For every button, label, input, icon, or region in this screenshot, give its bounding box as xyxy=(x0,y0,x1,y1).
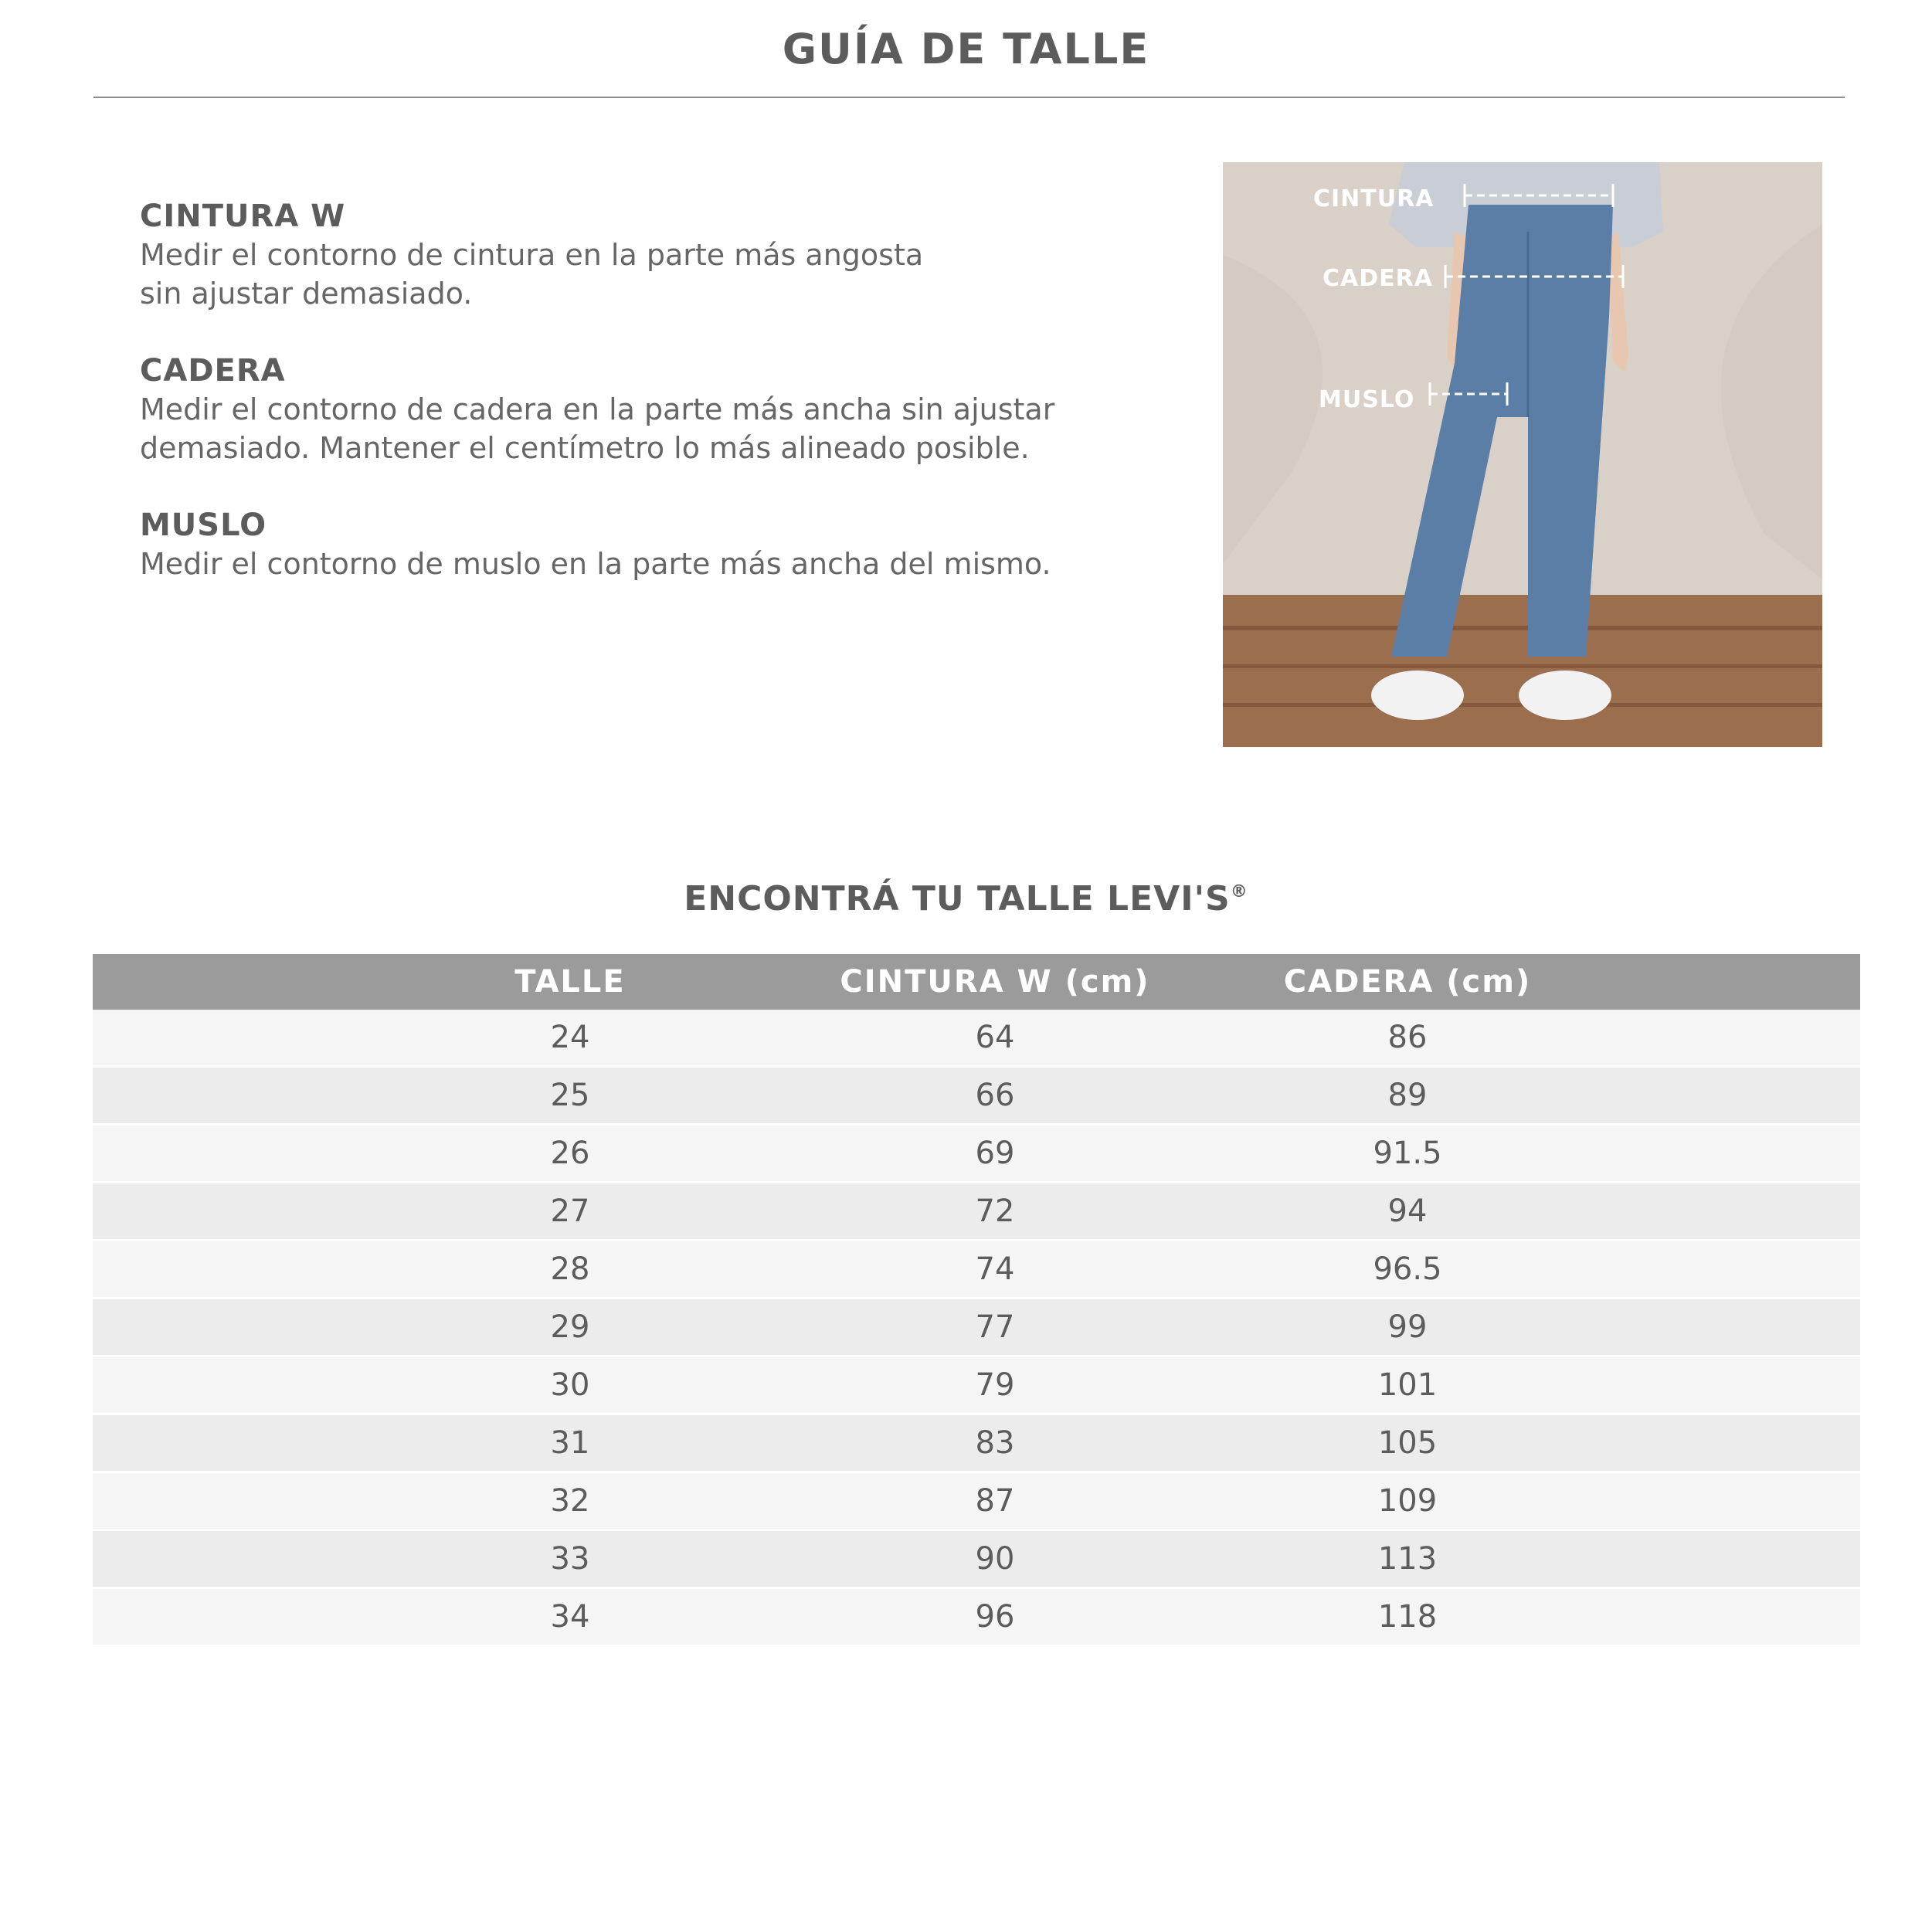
cell-cintura: 77 xyxy=(975,1309,1015,1345)
size-table-title xyxy=(0,879,1932,918)
table-row xyxy=(93,1241,1860,1297)
model-illustration xyxy=(1223,162,1822,747)
cell-cintura: 90 xyxy=(975,1541,1015,1577)
measure-cadera xyxy=(140,351,1144,467)
cell-cintura: 66 xyxy=(975,1078,1015,1113)
cell-cadera: 118 xyxy=(1377,1599,1438,1635)
cell-cadera: 109 xyxy=(1377,1483,1438,1519)
cell-cadera: 94 xyxy=(1387,1193,1428,1229)
cell-cintura: 69 xyxy=(975,1136,1015,1171)
cell-talle: 31 xyxy=(550,1425,590,1461)
registered-mark: ® xyxy=(1230,882,1248,901)
cell-cadera: 99 xyxy=(1387,1309,1428,1345)
cell-talle: 33 xyxy=(550,1541,590,1577)
size-table xyxy=(93,954,1860,1645)
measure-cadera-title: CADERA xyxy=(140,353,286,389)
page-title: GUÍA DE TALLE xyxy=(782,25,1150,73)
table-row xyxy=(93,1357,1860,1413)
cell-talle: 29 xyxy=(550,1309,590,1345)
cell-cintura: 64 xyxy=(975,1020,1015,1055)
label-muslo: MUSLO xyxy=(1319,386,1415,413)
cell-cintura: 74 xyxy=(975,1251,1015,1287)
cell-cintura: 96 xyxy=(975,1599,1015,1635)
label-cintura: CINTURA xyxy=(1313,185,1435,212)
table-row xyxy=(93,1473,1860,1529)
table-row xyxy=(93,1126,1860,1181)
measure-cintura-title: CINTURA W xyxy=(140,199,346,234)
measure-muslo-title: MUSLO xyxy=(140,508,267,543)
measure-muslo xyxy=(140,506,1144,583)
header-cintura: CINTURA W (cm) xyxy=(840,964,1150,1000)
model-measurement-photo xyxy=(1223,162,1822,747)
table-row xyxy=(93,1415,1860,1471)
cell-cadera: 113 xyxy=(1377,1541,1438,1577)
title-divider xyxy=(93,97,1845,98)
cell-cintura: 72 xyxy=(975,1193,1015,1229)
cell-talle: 24 xyxy=(550,1020,590,1055)
label-cadera: CADERA xyxy=(1323,265,1433,292)
measure-cintura-desc: Medir el contorno de cintura en la parte más angosta sin ajustar demasiado. xyxy=(140,238,924,311)
size-table-body xyxy=(93,1010,1860,1645)
cell-cadera: 91.5 xyxy=(1373,1136,1442,1171)
cell-talle: 25 xyxy=(550,1078,590,1113)
cell-cintura: 87 xyxy=(975,1483,1015,1519)
cell-cintura: 79 xyxy=(975,1367,1015,1403)
size-table-title-text: ENCONTRÁ TU TALLE LEVI'S xyxy=(684,879,1231,918)
measure-muslo-desc: Medir el contorno de muslo en la parte más ancha del mismo. xyxy=(140,547,1051,581)
header-cadera: CADERA (cm) xyxy=(1283,964,1532,1000)
size-table-header xyxy=(93,954,1860,1010)
cell-cadera: 96.5 xyxy=(1373,1251,1442,1287)
cell-talle: 30 xyxy=(550,1367,590,1403)
cell-talle: 27 xyxy=(550,1193,590,1229)
cell-cadera: 101 xyxy=(1377,1367,1438,1403)
cell-talle: 32 xyxy=(550,1483,590,1519)
table-row xyxy=(93,1589,1860,1645)
cell-talle: 34 xyxy=(550,1599,590,1635)
cell-cadera: 86 xyxy=(1387,1020,1428,1055)
cell-cintura: 83 xyxy=(975,1425,1015,1461)
table-row xyxy=(93,1299,1860,1355)
cell-cadera: 105 xyxy=(1377,1425,1438,1461)
table-row xyxy=(93,1068,1860,1123)
table-row xyxy=(93,1010,1860,1065)
measure-cintura xyxy=(140,197,1144,313)
cell-talle: 28 xyxy=(550,1251,590,1287)
measure-cadera-desc: Medir el contorno de cadera en la parte más ancha sin ajustar demasiado. Mantener el centímetro lo más alineado posible. xyxy=(140,392,1055,465)
table-row xyxy=(93,1183,1860,1239)
header-talle: TALLE xyxy=(514,964,626,1000)
cell-talle: 26 xyxy=(550,1136,590,1171)
table-row xyxy=(93,1531,1860,1587)
cell-cadera: 89 xyxy=(1387,1078,1428,1113)
